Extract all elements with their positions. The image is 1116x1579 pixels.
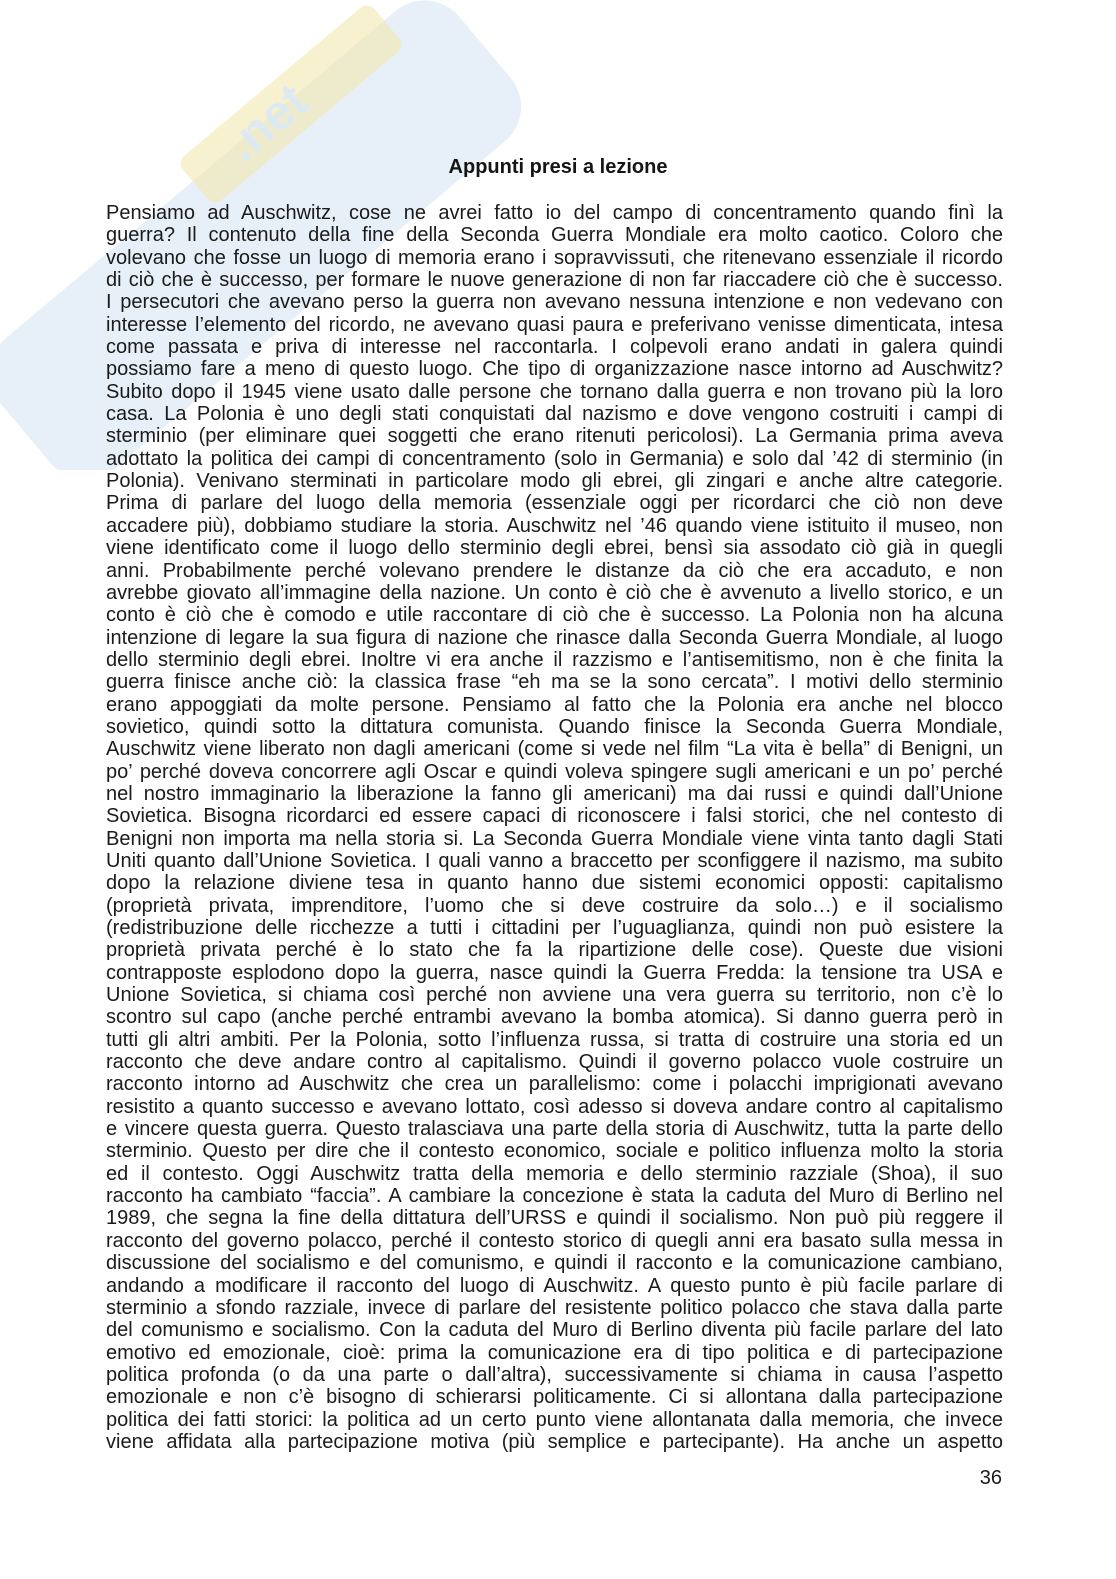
text-line: emotivo ed emozionale, cioè: prima la comunicazione era di tipo politica e di partecipazione (106, 1341, 1003, 1364)
text-line: del comunismo e socialismo. Con la caduta del Muro di Berlino diventa più facile parlare del lato (106, 1319, 1003, 1342)
text-line: possiamo fare a meno di questo luogo. Che tipo di organizzazione nasce intorno ad Auschwitz? (106, 358, 1003, 381)
text-line: viene identificato come il luogo dello sterminio degli ebrei, bensì sia assodato ciò già in quegli (106, 537, 1003, 560)
page-title: Appunti presi a lezione (448, 156, 668, 178)
text-line: Benigni non importa ma nella storia si. La Seconda Guerra Mondiale viene vinta tanto dagli Stati (106, 827, 1003, 850)
text-line: guerra? Il contenuto della fine della Seconda Guerra Mondiale era molto caotico. Coloro che (106, 224, 1003, 247)
text-line: sterminio (per eliminare quei soggetti che erano ritenuti pericolosi). La Germania prima aveva (106, 425, 1003, 448)
text-line: ed il contesto. Oggi Auschwitz tratta della memoria e dello sterminio razziale (Shoa), il suo (106, 1162, 1003, 1185)
text-line: (proprietà privata, imprenditore, l’uomo che si deve costruire da solo…) e il socialismo (106, 894, 1003, 917)
text-line: emozionale e non c’è bisogno di schierarsi politicamente. Ci si allontana dalla partecipazione (106, 1386, 1003, 1409)
text-line: Uniti quanto dall’Unione Sovietica. I quali vanno a braccetto per sconfiggere il nazismo, ma subito (106, 849, 1003, 872)
text-line: I persecutori che avevano perso la guerra non avevano nessuna intenzione e non vedevano con (106, 291, 1003, 314)
text-line: anni. Probabilmente perché volevano prendere le distanze da ciò che era accaduto, e non (106, 559, 1003, 582)
text-line: casa. La Polonia è uno degli stati conquistati dal nazismo e dove vengono costruiti i campi di (106, 403, 1003, 426)
body-text (106, 202, 1003, 1453)
text-line: accadere più), dobbiamo studiare la storia. Auschwitz nel ’46 quando viene istituito il museo, non (106, 514, 1003, 537)
text-line: scontro sul capo (anche perché entrambi avevano la bomba atomica). Si danno guerra però in (106, 1006, 1003, 1029)
text-line: proprietà privata perché è lo stato che fa la ripartizione delle cose). Queste due visioni (106, 939, 1003, 962)
text-line: politica profonda (o da una parte o dall’altra), successivamente si chiama in causa l’aspetto (106, 1363, 1003, 1386)
watermark-text: .net (214, 72, 319, 173)
text-line: Auschwitz viene liberato non dagli americani (come si vede nel film “La vita è bella” di Benigni, un (106, 738, 1003, 761)
text-line: sterminio a sfondo razziale, invece di parlare del resistente politico polacco che stava dalla parte (106, 1296, 1003, 1319)
text-line: 1989, che segna la fine della dittatura dell’URSS e quindi il socialismo. Non può più reggere il (106, 1207, 1003, 1230)
text-line: Sovietica. Bisogna ricordarci ed essere capaci di riconoscere i falsi storici, che nel contesto di (106, 805, 1003, 828)
text-line: Polonia). Venivano sterminati in particolare modo gli ebrei, gli zingari e anche altre categorie. (106, 470, 1003, 493)
text-line: racconto intorno ad Auschwitz che crea un parallelismo: come i polacchi imprigionati avevano (106, 1073, 1003, 1096)
text-line: e vincere questa guerra. Questo tralasciava una parte della storia di Auschwitz, tutta la parte dello (106, 1118, 1003, 1141)
text-line: avrebbe giovato all’immagine della nazione. Un conto è ciò che è avvenuto a livello storico, e un (106, 581, 1003, 604)
text-line: resistito a quanto successo e avevano lottato, così adesso si doveva andare contro al capitalismo (106, 1095, 1003, 1118)
text-line: volevano che fosse un luogo di memoria erano i sopravvissuti, che ritenevano essenziale il ricordo (106, 246, 1003, 269)
text-line: viene affidata alla partecipazione motiva (più semplice e partecipante). Ha anche un aspetto (106, 1430, 1003, 1453)
text-line: sovietico, quindi sotto la dittatura comunista. Quando finisce la Seconda Guerra Mondiale, (106, 715, 1003, 738)
text-line: Prima di parlare del luogo della memoria (essenziale oggi per ricordarci che ciò non deve (106, 492, 1003, 515)
text-line: di ciò che è successo, per formare le nuove generazione di non far riaccadere ciò che è successo. (106, 269, 1003, 292)
page-number: 36 (979, 1467, 1002, 1489)
text-line: Unione Sovietica, si chiama così perché non avviene una vera guerra su territorio, non c’è lo (106, 984, 1003, 1007)
text-line: dello sterminio degli ebrei. Inoltre vi era anche il razzismo e l’antisemitismo, non è che finita la (106, 648, 1003, 671)
text-line: tutti gli altri ambiti. Per la Polonia, sotto l’influenza russa, si tratta di costruire una storia ed un (106, 1028, 1003, 1051)
text-line: andando a modificare il racconto del luogo di Auschwitz. A questo punto è più facile parlare di (106, 1274, 1003, 1297)
text-line: intenzione di legare la sua figura di nazione che rinasce dalla Seconda Guerra Mondiale, al luogo (106, 626, 1003, 649)
text-line: conto è ciò che è comodo e utile raccontare di ciò che è successo. La Polonia non ha alcuna (106, 604, 1003, 627)
text-line: guerra finisce anche ciò: la classica frase “eh ma se la sono cercata”. I motivi dello sterminio (106, 671, 1003, 694)
text-line: racconto che deve andare contro al capitalismo. Quindi il governo polacco vuole costruire un (106, 1051, 1003, 1074)
text-line: discussione del socialismo e del comunismo, e quindi il racconto e la comunicazione cambiano, (106, 1252, 1003, 1275)
text-line: sterminio. Questo per dire che il contesto economico, sociale e politico influenza molto la storia (106, 1140, 1003, 1163)
text-line: contrapposte esplodono dopo la guerra, nasce quindi la Guerra Fredda: la tensione tra USA e (106, 961, 1003, 984)
text-line: nel nostro immaginario la liberazione la fanno gli americani) ma dai russi e quindi dall’Unione (106, 782, 1003, 805)
text-line: Pensiamo ad Auschwitz, cose ne avrei fatto io del campo di concentramento quando finì la (106, 202, 1003, 224)
text-line: erano appoggiati da molte persone. Pensiamo al fatto che la Polonia era anche nel blocco (106, 693, 1003, 716)
text-line: come passata e priva di interesse nel raccontarla. I colpevoli erano andati in galera quindi (106, 336, 1003, 359)
text-line: dopo la relazione diviene tesa in quanto hanno due sistemi economici opposti: capitalismo (106, 872, 1003, 895)
text-line: po’ perché doveva concorrere agli Oscar e quindi voleva spingere sugli americani e un po’ perché (106, 760, 1003, 783)
text-line: Subito dopo il 1945 viene usato dalle persone che tornano dalla guerra e non trovano più la loro (106, 380, 1003, 403)
text-line: racconto del governo polacco, perché il contesto storico di quegli anni era basato sulla messa in (106, 1229, 1003, 1252)
text-line: adottato la politica dei campi di concentramento (solo in Germania) e solo dal ’42 di sterminio (in (106, 447, 1003, 470)
text-line: racconto ha cambiato “faccia”. A cambiare la concezione è stata la caduta del Muro di Berlino nel (106, 1185, 1003, 1208)
text-line: (redistribuzione delle ricchezze a tutti i cittadini per l’uguaglianza, quindi non può esistere la (106, 917, 1003, 939)
text-line: interesse l’elemento del ricordo, ne avevano quasi paura e preferivano venisse dimenticata, intesa (106, 313, 1003, 336)
text-line: politica dei fatti storici: la politica ad un certo punto viene allontanata dalla memoria, che invece (106, 1408, 1003, 1431)
